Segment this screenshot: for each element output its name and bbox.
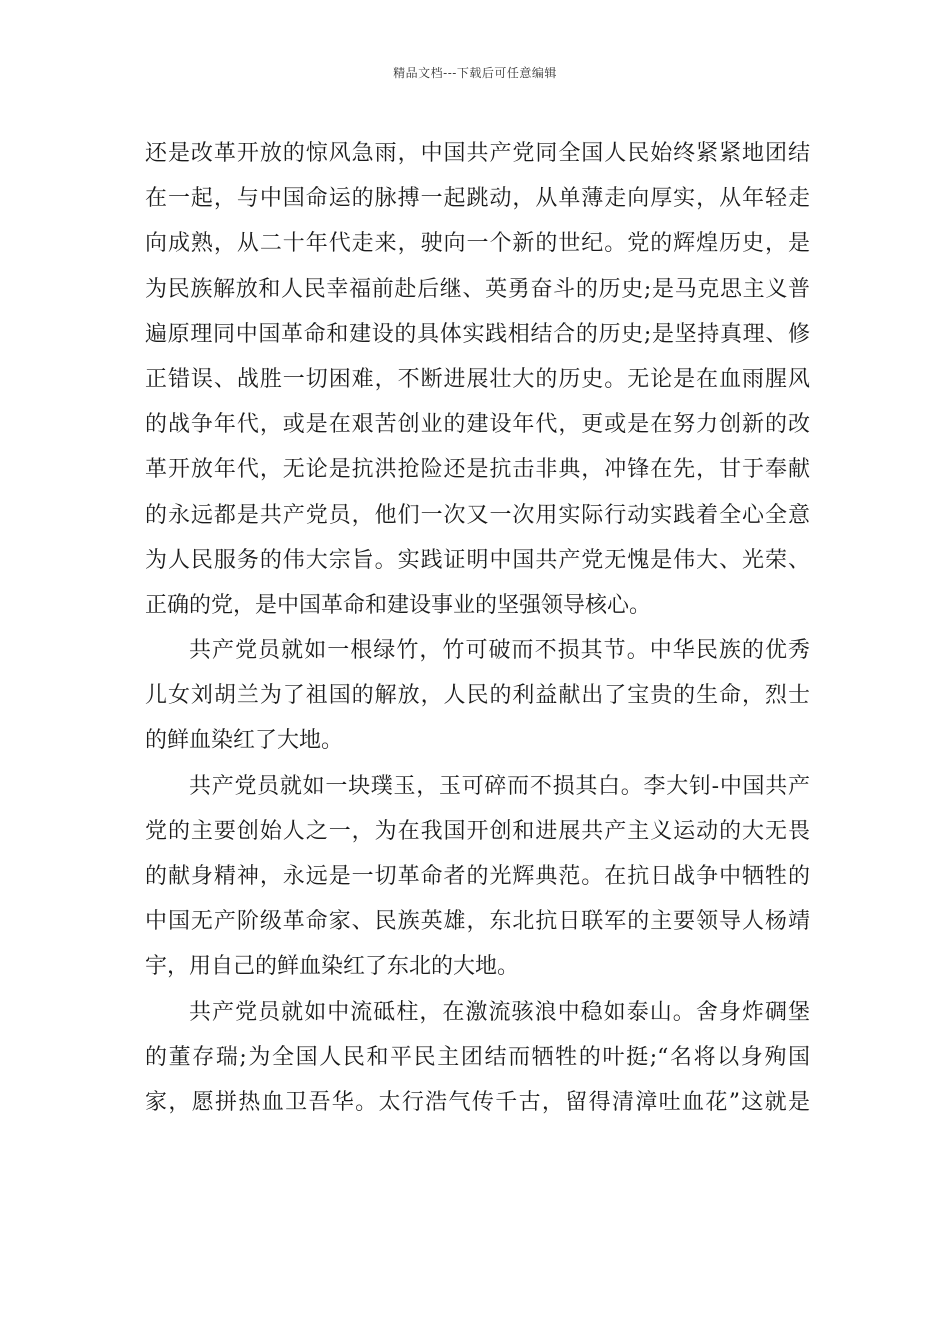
paragraph <box>145 764 810 990</box>
text-line: 为民族解放和人民幸福前赴后继、英勇奋斗的历史;是马克思主义普 <box>145 276 810 302</box>
text-line: 的战争年代，或是在艰苦创业的建设年代，更或是在努力创新的改 <box>145 412 810 438</box>
text-line: 革开放年代，无论是抗洪抢险还是抗击非典，冲锋在先，甘于奉献 <box>145 457 810 483</box>
text-line: 正错误、战胜一切困难，不断进展壮大的历史。无论是在血雨腥风 <box>145 366 810 392</box>
text-line: 的永远都是共产党员，他们一次又一次用实际行动实践着全心全意 <box>145 502 810 528</box>
text-line: 宇，用自己的鲜血染红了东北的大地。 <box>145 954 520 980</box>
paragraph <box>145 628 810 764</box>
text-line: 共产党员就如一根绿竹，竹可破而不损其节。中华民族的优秀 <box>189 638 810 664</box>
text-line: 中国无产阶级革命家、民族英雄，东北抗日联军的主要领导人杨靖 <box>145 909 810 935</box>
page-header: 精品文档---下载后可任意编辑 <box>393 66 557 80</box>
text-line: 共产党员就如中流砥柱，在激流骇浪中稳如泰山。舍身炸碉堡 <box>189 999 810 1025</box>
text-line: 的献身精神，永远是一切革命者的光辉典范。在抗日战争中牺牲的 <box>145 864 810 889</box>
text-line: 为人民服务的伟大宗旨。实践证明中国共产党无愧是伟大、光荣、 <box>145 547 810 573</box>
text-line: 党的主要创始人之一，为在我国开创和进展共产主义运动的大无畏 <box>145 818 810 844</box>
text-line: 的鲜血染红了大地。 <box>145 728 344 754</box>
text-line: 向成熟，从二十年代走来，驶向一个新的世纪。党的辉煌历史，是 <box>145 231 810 257</box>
document-body <box>145 131 810 1125</box>
text-line: 家，愿拼热血卫吾华。太行浩气传千古，留得清漳吐血花”这就是 <box>145 1089 810 1115</box>
text-line: 的董存瑞;为全国人民和平民主团结而牺牲的叶挺;“名将以身殉国 <box>145 1044 810 1070</box>
text-line: 还是改革开放的惊风急雨，中国共产党同全国人民始终紧紧地团结 <box>145 141 810 166</box>
text-line: 遍原理同中国革命和建设的具体实践相结合的历史;是坚持真理、修 <box>145 321 810 347</box>
text-line: 在一起，与中国命运的脉搏一起跳动，从单薄走向厚实，从年轻走 <box>145 186 810 212</box>
text-line: 共产党员就如一块璞玉，玉可碎而不损其白。李大钊-中国共产 <box>189 773 810 799</box>
paragraph <box>145 990 810 1126</box>
text-line: 正确的党，是中国革命和建设事业的坚强领导核心。 <box>145 592 652 618</box>
text-line: 儿女刘胡兰为了祖国的解放，人民的利益献出了宝贵的生命，烈士 <box>145 683 810 709</box>
paragraph <box>145 131 810 628</box>
